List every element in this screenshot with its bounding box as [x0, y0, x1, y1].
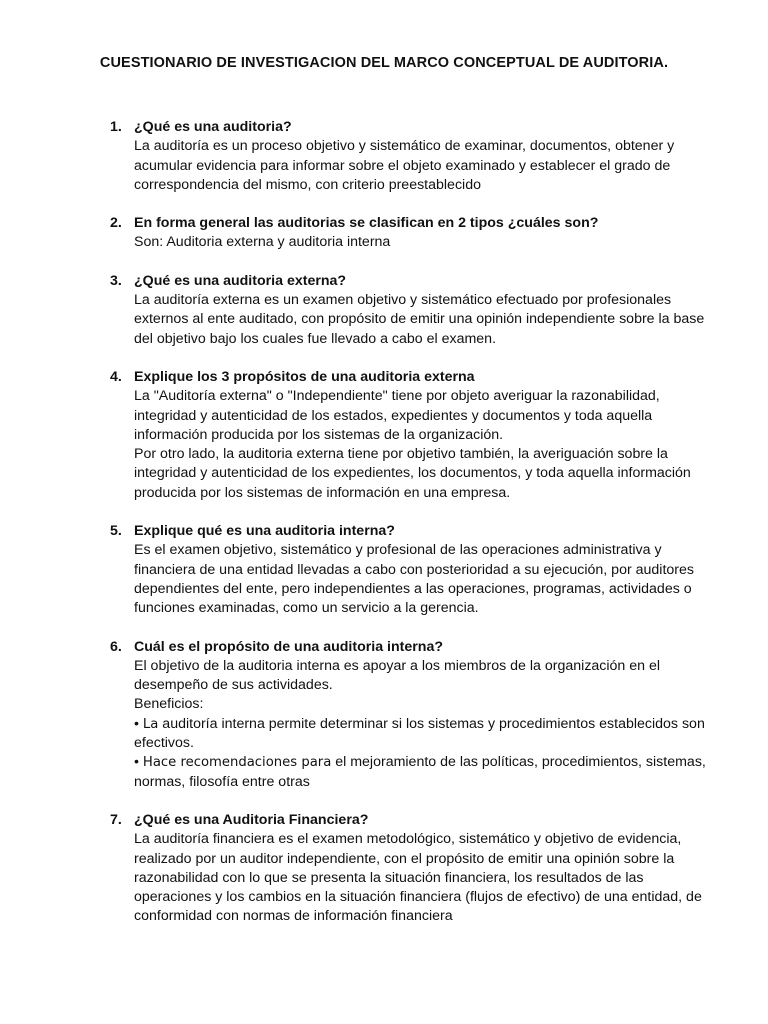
question-item-2 — [108, 214, 718, 253]
question-number: 6. — [110, 638, 122, 655]
bullet-lead-text: Hace recomendaciones para — [142, 755, 332, 771]
bullet-text: auditoría interna permite determinar si los sistemas y procedimientos establecidos son efectivos. — [134, 715, 705, 752]
question-text: Explique qué es una auditoria interna? — [134, 523, 395, 540]
question-number: 3. — [110, 272, 122, 289]
benefit-bullet — [134, 753, 718, 792]
question-number: 4. — [110, 368, 122, 385]
answer-paragraph: La auditoría externa es un examen objetivo y sistemático efectuado por profesionales externos al ente auditado, con propósito de emitir una opinión independiente sobre la base del objetivo bajo los cuales fue llevado a cabo el examen. — [134, 292, 705, 347]
question-number: 2. — [110, 215, 122, 232]
question-item-6 — [108, 638, 718, 792]
question-item-1 — [108, 118, 718, 195]
answer-text — [134, 291, 718, 349]
document-title: CUESTIONARIO DE INVESTIGACION DEL MARCO CONCEPTUAL DE AUDITORIA. — [99, 55, 669, 71]
question-text: En forma general las auditorias se clasifican en 2 tipos ¿cuáles son? — [134, 215, 599, 232]
bullet-text: el mejoramiento de las políticas, procedimientos, sistemas, normas, filosofía entre otras — [134, 754, 706, 790]
question-list — [108, 118, 718, 946]
question-text: Cuál es el propósito de una auditoria interna? — [134, 638, 444, 655]
benefit-bullet — [134, 715, 718, 754]
question-number: 7. — [110, 811, 122, 828]
bullet-lead-text: La — [142, 716, 159, 732]
answer-paragraph: El objetivo de la auditoria interna es apoyar a los miembros de la organización en el desempeño de sus actividades. — [134, 657, 661, 694]
answer-paragraph: Son: Auditoria externa y auditoria interna — [134, 234, 391, 251]
answer-text — [134, 657, 718, 792]
question-item-7 — [108, 811, 718, 927]
answer-text — [134, 233, 718, 252]
answer-paragraph: La auditoría financiera es el examen metodológico, sistemático y objetivo de evidencia, realizado por un auditor independiente, con el propósito de emitir una opinión sobre la razonabilidad con lo que se presenta la situación financiera, los resultados de las operaciones y los cambios en la situación financiera (flujos de efectivo) de una entidad, de conformidad con normas de información financiera — [134, 831, 702, 925]
benefits-label: Beneficios: — [134, 696, 204, 713]
question-item-5 — [108, 522, 718, 618]
question-item-4 — [108, 368, 718, 503]
answer-paragraph: Es el examen objetivo, sistemático y profesional de las operaciones administrativa y financiera de una entidad llevadas a cabo con posterioridad a su ejecución, por auditores dependientes del ente, pero independientes a las operaciones, programas, actividades o funciones examinadas, como un servicio a la gerencia. — [134, 542, 694, 617]
bullet-marker: • — [134, 754, 143, 771]
bullet-marker: • — [134, 715, 143, 732]
question-text: ¿Qué es una auditoria externa? — [134, 272, 347, 289]
answer-paragraph: La "Auditoría externa" o "Independiente" tiene por objeto averiguar la razonabilidad, integridad y autenticidad de los estados, expedientes y documentos y toda aquella información producida por los sistemas de la organización. — [134, 388, 660, 443]
question-text: Explique los 3 propósitos de una auditoria externa — [134, 368, 475, 385]
question-number: 5. — [110, 523, 122, 540]
answer-paragraph: Por otro lado, la auditoria externa tiene por objetivo también, la averiguación sobre la integridad y autenticidad de los expedientes, los documentos, y toda aquella información producida por los sistemas de información en una empresa. — [134, 446, 691, 501]
answer-text — [134, 830, 718, 926]
question-text: ¿Qué es una Auditoria Financiera? — [134, 811, 369, 828]
answer-text — [134, 137, 718, 195]
answer-paragraph: La auditoría es un proceso objetivo y sistemático de examinar, documentos, obtener y acumular evidencia para informar sobre el objeto examinado y establecer el grado de correspondencia del mismo, con criterio preestablecido — [134, 138, 675, 193]
question-text: ¿Qué es una auditoria? — [134, 119, 292, 135]
answer-text — [134, 387, 718, 503]
answer-text — [134, 541, 718, 618]
question-number: 1. — [110, 119, 122, 135]
question-item-3 — [108, 272, 718, 349]
